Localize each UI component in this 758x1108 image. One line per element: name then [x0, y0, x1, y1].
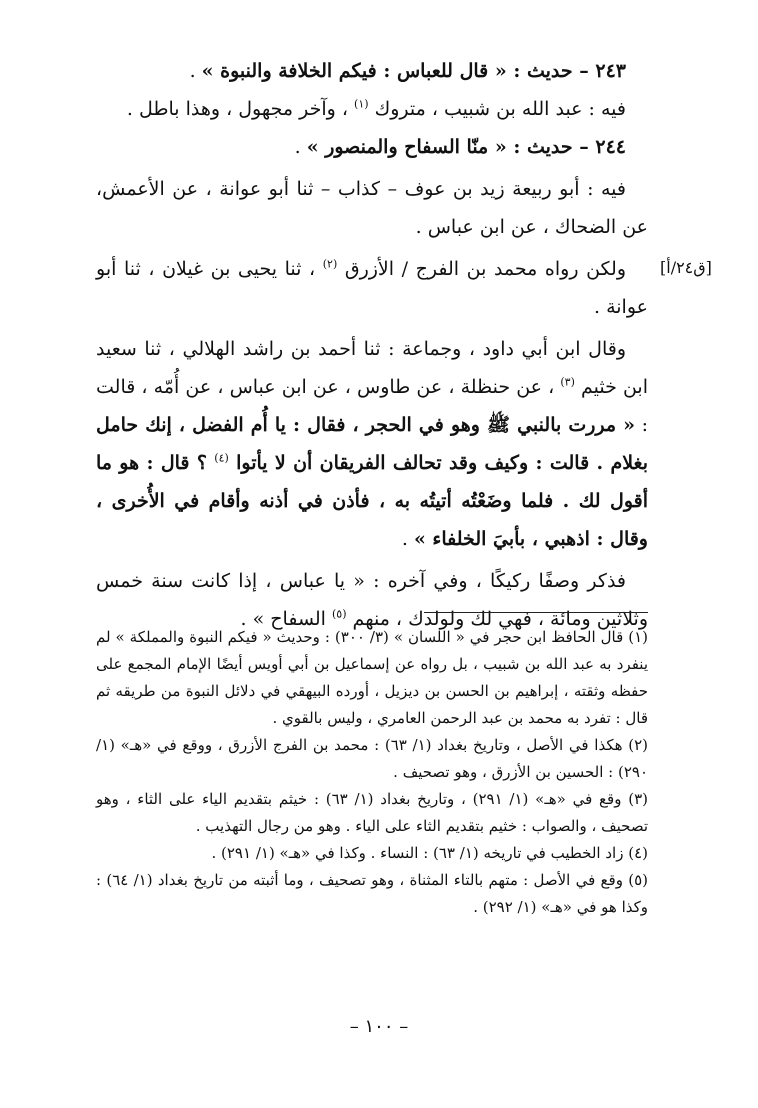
footnote-ref-5: (٥) — [332, 607, 347, 621]
paragraph-5-a: فذكر وصفًا ركيكًا ، وفي آخره : « يا عباس ، إذا كانت سنة خمس وثلاثين ومائة ، فهي لك ولولدك ، منهم — [96, 570, 648, 630]
paragraph-4-a: وقال ابن أبي داود ، وجماعة : ثنا أحمد بن راشد الهلالي ، ثنا سعيد ابن خثيم — [96, 338, 648, 398]
footnotes — [96, 624, 648, 921]
footnote-3: (٣) وقع في «هـ» (١/ ٢٩١) ، وتاريخ بغداد (١/ ٦٣) : خيثم بتقديم الياء على الثاء ، وهو تصحيف ، والصواب : خثيم بتقديم الثاء على الياء . وهو من رجال التهذيب . — [96, 790, 648, 835]
paragraph-1-a: فيه : عبد الله بن شبيب ، متروك — [368, 98, 626, 120]
paragraph-4-end: . — [401, 528, 414, 550]
footnote-ref-4: (٤) — [214, 451, 229, 465]
footnote-ref-1: (١) — [354, 97, 369, 111]
hadith-quote-2: ؟ قال : هو ما أقول لك . فلما وضَعْتُه أتيتُه به ، فأذن في أذنه وأقام في الأُخرى ، وقال : اذهبي ، بأبيَ الخلفاء » — [96, 452, 648, 550]
hadith-243-number: ٢٤٣ – حديث : — [506, 60, 626, 82]
footnote-separator — [424, 612, 648, 613]
footnote-5: (٥) وقع في الأصل : متهم بالتاء المثناة ، وهو تصحيف ، وما أثبته من تاريخ بغداد (١/ ٦٤) : وكذا هو في «هـ» (١/ ٢٩٢) . — [96, 871, 648, 916]
main-text — [96, 52, 648, 638]
hadith-244 — [96, 128, 648, 166]
footnote-ref-3: (٣) — [560, 375, 575, 389]
paragraph-3-b: ، ثنا يحيى بن غيلان ، ثنا أبو عوانة . — [96, 258, 648, 318]
paragraph-4 — [96, 330, 648, 558]
hadith-244-end: . — [294, 136, 307, 158]
footnote-ref-2: (٢) — [322, 257, 338, 271]
paragraph-2: فيه : أبو ربيعة زيد بن عوف – كذاب – ثنا أبو عوانة ، عن الأعمش، عن الضحاك ، عن ابن عباس . — [96, 178, 648, 238]
footnote-2: (٢) هكذا في الأصل ، وتاريخ بغداد (١/ ٦٣) : محمد بن الفرج الأزرق ، ووقع في «هـ» (١/ ٢٩٠) : الحسين بن الأزرق ، وهو تصحيف . — [96, 736, 649, 781]
footnote-4: (٤) زاد الخطيب في تاريخه (١/ ٦٣) : النساء . وكذا في «هـ» (١/ ٢٩١) . — [211, 844, 648, 862]
footnote-1: (١) قال الحافظ ابن حجر في « اللسان » (٣/ ٣٠٠) : وحديث « فيكم النبوة والمملكة » لم ينفرد به عبد الله بن شبيب ، بل رواه عن إسماعيل بن أبي أويس أيضًا الإمام المجمع على حفظه وثقته ، إبراهيم بن الحسن بن ديزيل ، أورده البيهقي في دلائل النبوة من طريقه ثم قال : تفرد به محمد بن عبد الرحمن العامري ، وليس بالقوي . — [96, 628, 648, 727]
paragraph-1-b: ، وآخر مجهول ، وهذا باطل . — [126, 98, 355, 120]
hadith-244-text: « منّا السفاح والمنصور » — [306, 136, 507, 158]
paragraph-1 — [96, 90, 648, 128]
hadith-243 — [96, 52, 648, 90]
paragraph-4-b: ، عن حنظلة ، عن طاوس ، عن ابن عباس ، عن أُمّه ، قالت : — [96, 376, 648, 436]
paragraph-5-b: السفاح » . — [240, 608, 332, 630]
hadith-244-number: ٢٤٤ – حديث : — [506, 136, 626, 158]
paragraph-3-a: ولكن رواه محمد بن الفرج / الأزرق — [337, 258, 627, 280]
paragraph-3 — [96, 250, 648, 326]
page-number: – ١٠٠ – — [349, 1016, 409, 1037]
hadith-quote-1: « مررت بالنبي ﷺ وهو في الحجر ، فقال : يا أُم الفضل ، إنك حامل بغلام . قالت : وكيف وقد تحالف الفريقان أن لا يأتوا — [96, 414, 649, 474]
hadith-243-text: « قال للعباس : فيكم الخلافة والنبوة » — [201, 60, 507, 82]
manuscript-folio-marker: [ق٢٤/أ] — [660, 258, 712, 277]
hadith-243-end: . — [189, 60, 202, 82]
